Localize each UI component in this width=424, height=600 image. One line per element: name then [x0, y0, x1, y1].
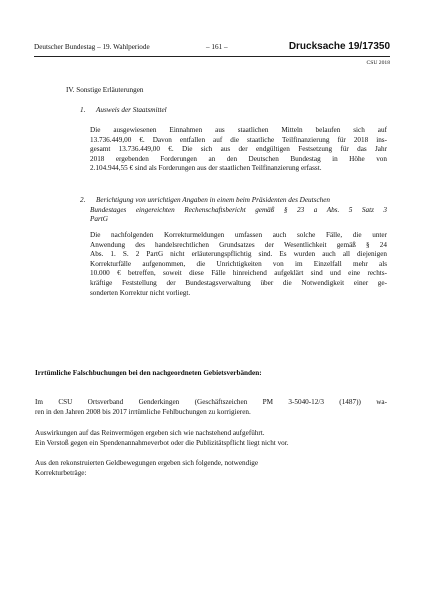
item2-line: Die nachfolgenden Korrekturmeldungen umfassen auch solche Fälle, die unter	[90, 231, 387, 239]
item1-line: Die ausgewiesenen Einnahmen aus staatlichen Mitteln belaufen sich auf	[90, 126, 387, 134]
item1-heading	[80, 106, 167, 114]
para2-line: Ein Verstoß gegen ein Spendenannahmeverbot oder die Publizitätspflicht liegt nicht vor.	[35, 438, 289, 447]
header-left: Deutscher Bundestag – 19. Wahlperiode	[34, 43, 150, 51]
page-number: – 161 –	[206, 43, 228, 51]
item2-line: Korrekturfälle aufgenommen, die Unrichtigkeiten von im Einzelfall mehr als	[90, 259, 387, 268]
para3-line: Korrekturbeträge:	[35, 468, 87, 477]
item1-line: gesamt 13.736.449,00 €. Die sich aus der endgültigen Festsetzung für das Jahr	[90, 145, 387, 154]
item1-line: 13.736.449,00 €. Davon entfallen auf die staatliche Teilfinanzierung für 2018 ins-	[90, 135, 387, 144]
item2-line: Anwendung des handelsrechtlichen Grundsatzes der Wesentlichkeit gemäß § 24	[90, 240, 387, 249]
paragraph-effects	[35, 429, 387, 448]
para1-line: ren in den Jahren 2008 bis 2017 irrtümliche Fehlbuchungen zu korrigieren.	[35, 407, 251, 416]
header-rule	[34, 56, 390, 57]
item2-heading	[80, 196, 387, 225]
item2-title-line: PartG	[90, 215, 108, 224]
item2-paragraph	[90, 231, 387, 298]
paragraph-genderkingen	[35, 398, 387, 417]
item2-title-line: Bundestages eingereichten Rechenschaftsbericht gemäß § 23 a Abs. 5 Satz 3	[90, 205, 387, 214]
item2-line: 10.000 € betreffen, soweit diese Fälle hinreichend aufgeklärt sind und eine rechts-	[90, 269, 387, 278]
item1-line: 2018 ergebenden Forderungen an den Deutschen Bundestag in Höhe von	[90, 154, 387, 163]
page-header	[34, 43, 390, 55]
item1-title: Ausweis der Staatsmittel	[96, 106, 167, 114]
para3-line: Aus den rekonstruierten Geldbewegungen ergeben sich folgende, notwendige	[35, 459, 259, 467]
document-number: Drucksache 19/17350	[288, 41, 390, 52]
party-label: CSU 2018	[366, 60, 390, 66]
item2-line: Abs. 1. S. 2 PartG nicht erläuterungspflichtig sind. Es wurden auch all diejenigen	[90, 250, 387, 259]
item1-line: 2.104.944,55 € sind als Forderungen aus der staatlichen Teilfinanzierung erfasst.	[90, 164, 322, 173]
item2-line: kräftige Feststellung der Bundestagsverwaltung über die Notwendigkeit einer ge-	[90, 278, 387, 287]
item2-title-line: Berichtigung von unrichtigen Angaben in einem beim Präsidenten des Deutschen	[96, 196, 331, 204]
bold-heading: Irrtümliche Falschbuchungen bei den nachgeordneten Gebietsverbänden:	[35, 369, 262, 377]
paragraph-corrections	[35, 459, 387, 478]
item1-paragraph	[90, 126, 387, 174]
item1-number: 1.	[80, 106, 86, 114]
item2-number: 2.	[80, 196, 86, 204]
para2-line: Auswirkungen auf das Reinvermögen ergeben sich wie nachstehend aufgeführt.	[35, 429, 265, 437]
section-title: IV. Sonstige Erläuterungen	[66, 86, 144, 94]
para1-line: Im CSU Ortsverband Genderkingen (Geschäftszeichen PM 3-5040-12/3 (1487)) wa-	[35, 398, 387, 406]
item2-line: sonderten Korrektur nicht vorliegt.	[90, 288, 191, 297]
